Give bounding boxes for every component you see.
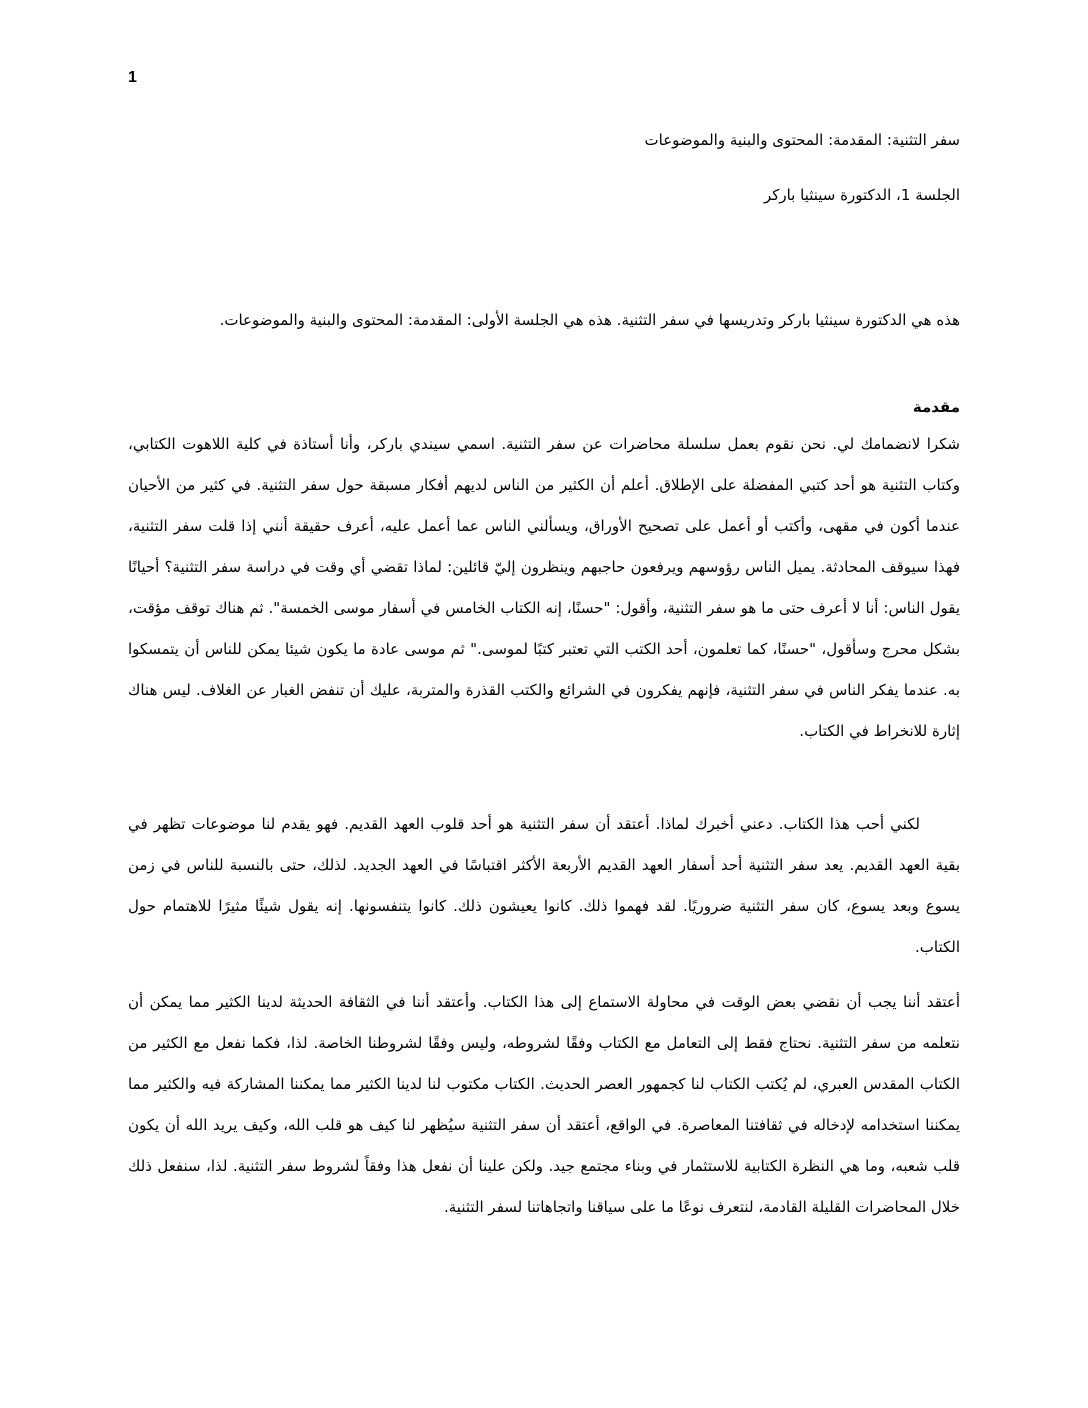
page-number: 1 bbox=[128, 69, 137, 86]
body-paragraph: شكرا لانضمامك لي. نحن نقوم بعمل سلسلة محاضرات عن سفر التثنية. اسمي سيندي باركر، وأنا أستاذة في كلية اللاهوت الكتابي، وكتاب التثنية هو أحد كتبي المفضلة على الإطلاق. أعلم أن الكثير من الناس لديهم أفكار مسبقة حول سفر التثنية. في كثير من الأحيان عندما أكون في مقهى، وأكتب أو أعمل على تصحيح الأوراق، ويسألني الناس عما أعمل عليه، أعرف حقيقة أنني إذا قلت سفر التثنية، فهذا سيوقف المحادثة. يميل الناس رؤوسهم ويرفعون حاجبهم وينظرون إليّ قائلين: لماذا تقضي أي وقت في دراسة سفر التثنية؟ أحيانًا يقول الناس: أنا لا أعرف حتى ما هو سفر التثنية، وأقول: "حسنًا، إنه الكتاب الخامس في أسفار موسى الخمسة". ثم هناك توقف مؤقت، بشكل محرج وسأقول، "حسنًا، كما تعلمون، أحد الكتب التي تعتبر كتبًا لموسى." ثم موسى عادة ما يكون شيئا يمكن للناس أن يتمسكوا به. عندما يفكر الناس في سفر التثنية، فإنهم يفكرون في الشرائع والكتب القذرة والمتربة، عليك أن تنفض الغبار عن الغلاف. ليس هناك إثارة للانخراط في الكتاب. bbox=[128, 435, 960, 740]
section-heading: مقدمة bbox=[912, 398, 960, 416]
body-paragraph: أعتقد أننا يجب أن نقضي بعض الوقت في محاولة الاستماع إلى هذا الكتاب. وأعتقد أننا في الثقافة الحديثة لدينا الكثير مما يمكن أن نتعلمه من سفر التثنية. نحتاج فقط إلى التعامل مع الكتاب وفقًا لشروطه، وليس وفقًا لشروطنا الخاصة. لذا، فكما نفعل مع الكثير من الكتاب المقدس العبري، لم يُكتب الكتاب لنا كجمهور العصر الحديث. الكتاب مكتوب لنا لدينا الكثير مما يمكننا المشاركة فيه والكثير مما يمكننا استخدامه لإدخاله في ثقافتنا المعاصرة. في الواقع، أعتقد أن سفر التثنية سيُظهر لنا كيف هو قلب الله، وكيف يريد الله أن يكون قلب شعبه، وما هي النظرة الكتابية للاستثمار في وبناء مجتمع جيد. ولكن علينا أن نفعل هذا وفقاً لشروط سفر التثنية. لذا، سنفعل ذلك خلال المحاضرات القليلة القادمة، لنتعرف نوعًا ما على سياقنا واتجاهاتنا لسفر التثنية. bbox=[128, 993, 960, 1216]
session-subtitle: الجلسة 1، الدكتورة سينثيا باركر bbox=[763, 186, 960, 204]
body-paragraph: لكني أحب هذا الكتاب. دعني أخبرك لماذا. أعتقد أن سفر التثنية هو أحد قلوب العهد القديم. فهو يقدم لنا موضوعات تظهر في بقية العهد القديم. يعد سفر التثنية أحد أسفار العهد القديم الأربعة الأكثر اقتباسًا في العهد الجديد. لذلك، حتى بالنسبة للناس في زمن يسوع وبعد يسوع، كان سفر التثنية ضروريًا. لقد فهموا ذلك. كانوا يعيشون ذلك. كانوا يتنفسونها. إنه يقول شيئًا مثيرًا للاهتمام حول الكتاب. bbox=[128, 815, 960, 956]
intro-paragraph: هذه هي الدكتورة سينثيا باركر وتدريسها في سفر التثنية. هذه هي الجلسة الأولى: المقدمة: المحتوى والبنية والموضوعات. bbox=[219, 311, 960, 329]
document-title: سفر التثنية: المقدمة: المحتوى والبنية والموضوعات bbox=[644, 131, 960, 149]
